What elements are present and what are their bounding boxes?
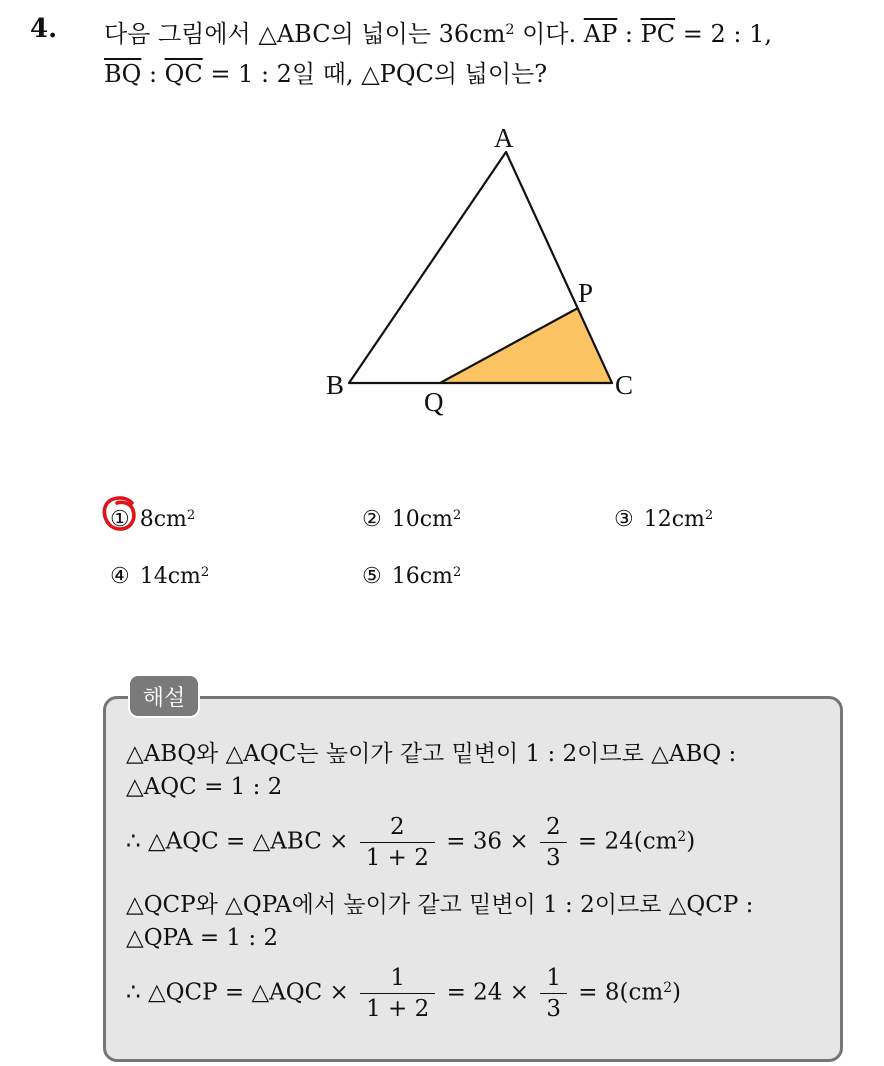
solution-line-5: △QPA = 1 : 2 [126, 925, 279, 951]
choice-3[interactable]: ③ $12cm^2$ [614, 507, 714, 532]
question-line-2: $\overline{BQ}$ : $\overline{QC} = 1$ : 2일 때, △PQC의 넓이는? [104, 60, 548, 88]
fraction: $\frac{2}{3}$ [540, 813, 567, 872]
segment-qc: $\overline{QC}$ [164, 60, 203, 88]
label-a: A [494, 123, 514, 153]
segment-bq: $\overline{BQ}$ [104, 60, 142, 88]
question-line-1: 다음 그림에서 △ABC의 넓이는 $36cm^2$ 이다. $\overline{AP}$ : $\overline{PC} = 2$ : 1, [104, 20, 772, 48]
choice-2[interactable]: ② $10cm^2$ [362, 507, 462, 532]
answer-circle-icon [102, 495, 138, 533]
label-q: Q [424, 387, 444, 417]
choice-5[interactable]: ⑤ $16cm^2$ [362, 564, 462, 589]
solution-line-1: △ABQ와 △AQC는 높이가 같고 밑변이 1 : 2이므로 △ABQ : [126, 741, 737, 767]
label-c: C [615, 370, 634, 400]
shaded-triangle-pqc [440, 308, 612, 383]
solution-tag: 해설 [128, 674, 200, 718]
segment-pc: $\overline{PC}$ [640, 20, 676, 48]
fraction: $\frac{1}{1 + 2}$ [360, 964, 435, 1023]
solution-line-6: ∴ △QCP = △AQC × $\frac{1}{1 + 2}$ = 24 × $\frac{1}{3}$ = $8(cm^2)$ [126, 965, 681, 1022]
solution-line-2: △AQC = 1 : 2 [126, 774, 283, 800]
triangle-figure [0, 0, 884, 460]
fraction: $\frac{2}{1 + 2}$ [360, 813, 435, 872]
label-p: P [578, 278, 594, 308]
segment-ap: $\overline{AP}$ [583, 20, 618, 48]
choice-1[interactable]: ① $8cm^2$ [110, 507, 196, 532]
question-number: 4. [30, 14, 58, 44]
solution-line-4: △QCP와 △QPA에서 높이가 같고 밑변이 1 : 2이므로 △QCP : [126, 892, 754, 918]
fraction: $\frac{1}{3}$ [540, 964, 567, 1023]
solution-line-3: ∴ △AQC = △ABC × $\frac{2}{1 + 2}$ = 36 × $\frac{2}{3}$ = $24(cm^2)$ [126, 814, 696, 871]
choice-4[interactable]: ④ $14cm^2$ [110, 564, 210, 589]
label-b: B [326, 370, 345, 400]
